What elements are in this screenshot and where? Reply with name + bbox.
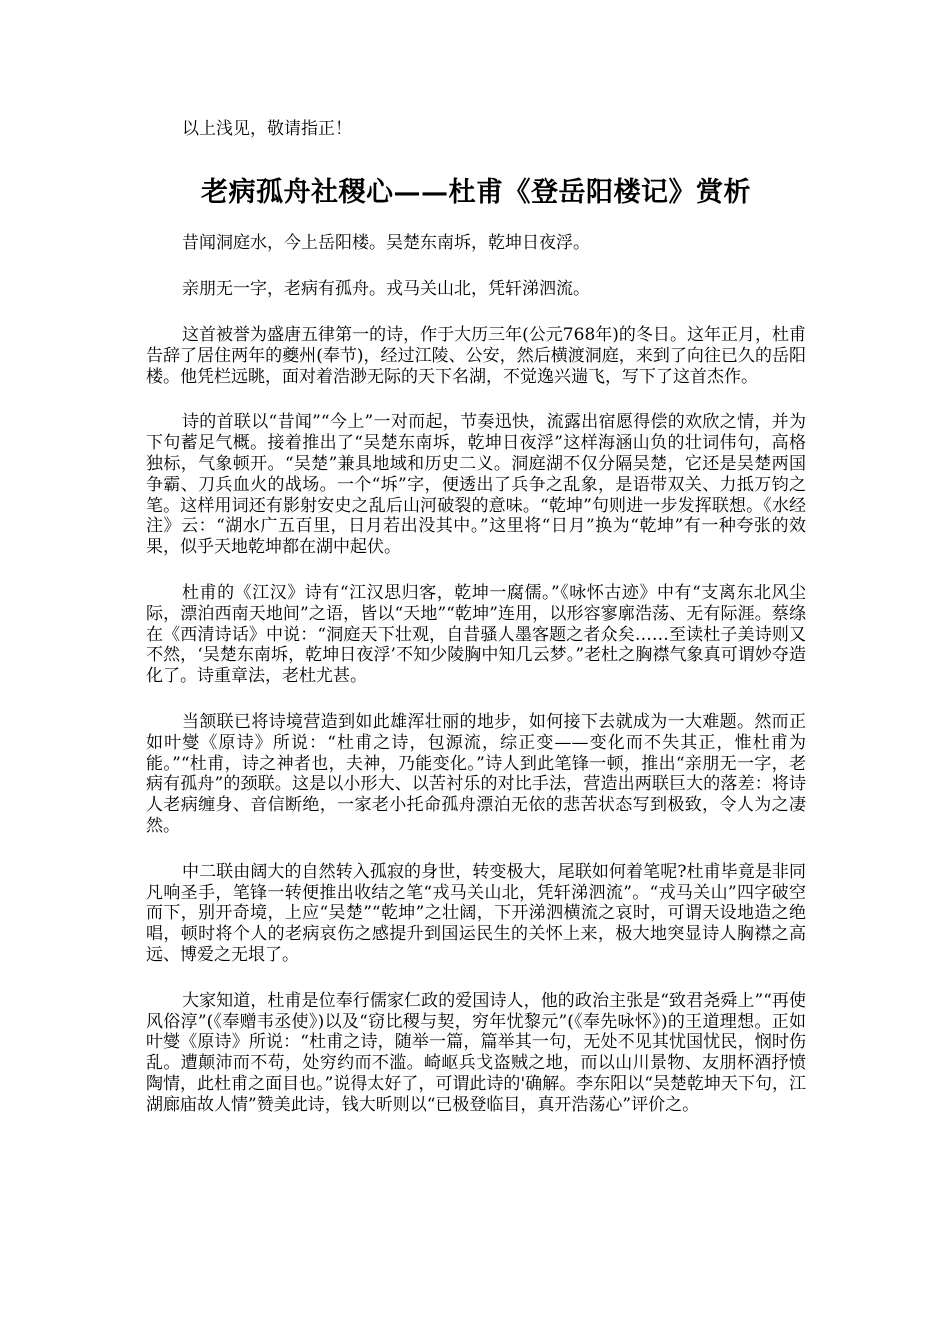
document-page [146,100,806,1116]
article-title: 老病孤舟社稷心——杜甫《登岳阳楼记》赏析 [201,177,751,208]
paragraph-4: 当颔联已将诗境营造到如此雄浑壮丽的地步，如何接下去就成为一大难题。然而正如叶燮《原诗》所说：“杜甫之诗，包源流，综正变——变化而不失其正，惟杜甫为能。”“杜甫，诗之神者也，夫神，乃能变化。”诗人到此笔锋一顿，推出“亲朋无一字，老病有孤舟”的颈联。这是以小形大、以苦衬乐的对比手法，营造出两联巨大的落差：将诗人老病缠身、音信断绝，一家老小托命孤舟漂泊无依的悲苦状态写到极致，令人为之凄然。 [146,711,806,836]
poem-line-1: 昔闻洞庭水，今上岳阳楼。吴楚东南坼，乾坤日夜浮。 [182,233,590,253]
intro-line: 以上浅见，敬请指正！ [182,119,352,139]
paragraph-2: 诗的首联以“昔闻”“今上”一对而起，节奏迅快，流露出宿愿得偿的欢欣之情，并为下句蓄足气概。接着推出了“吴楚东南坼，乾坤日夜浮”这样海涵山负的壮词伟句，高格独标，气象顿开。“吴楚”兼具地域和历史二义。洞庭湖不仅分隔吴楚，它还是吴楚两国争霸、刀兵血火的战场。一个“坼”字，便透出了兵争之乱象，是语带双关、力抵万钧之笔。这样用词还有影射安史之乱后山河破裂的意味。“乾坤”句则进一步发挥联想。《水经注》云：“湖水广五百里，日月若出没其中。”这里将“日月”换为“乾坤”有一种夸张的效果，似乎天地乾坤都在湖中起伏。 [146,412,806,558]
paragraph-6: 大家知道，杜甫是位奉行儒家仁政的爱国诗人，他的政治主张是“致君尧舜上”“再使风俗淳”(《奉赠韦丞使》)以及“窃比稷与契，穷年忧黎元”(《奉先咏怀》)的王道理想。正如叶燮《原诗》所说：“杜甫之诗，随举一篇，篇举其一句，无处不见其忧国忧民，悯时伤乱。遭颠沛而不苟，处穷约而不滥。崎岖兵戈盗贼之地，而以山川景物、友朋杯酒抒愤陶情，此杜甫之面目也。”说得太好了，可谓此诗的'确解。李东阳以“吴楚乾坤天下句，江湖廊庙故人情”赞美此诗，钱大昕则以“已极登临目，真开浩荡心”评价之。 [146,990,806,1115]
paragraph-3: 杜甫的《江汉》诗有“江汉思归客，乾坤一腐儒。”《咏怀古迹》中有“支离东北风尘际，漂泊西南天地间”之语，皆以“天地”“乾坤”连用，以形容寥廓浩荡、无有际涯。蔡绦在《西清诗话》中说：“洞庭天下壮观，自昔骚人墨客题之者众矣……至读杜子美诗则又不然，‘吴楚东南坼，乾坤日夜浮’不知少陵胸中知几云梦。”老杜之胸襟气象真可谓妙夺造化了。诗重章法，老杜尤甚。 [146,582,806,687]
paragraph-1: 这首被誉为盛唐五律第一的诗，作于大历三年(公元768年)的冬日。这年正月，杜甫告辞了居住两年的夔州(奉节)，经过江陵、公安，然后横渡洞庭，来到了向往已久的岳阳楼。他凭栏远眺，面对着浩渺无际的天下名湖，不觉逸兴遄飞，写下了这首杰作。 [146,325,806,387]
paragraph-5: 中二联由阔大的自然转入孤寂的身世，转变极大，尾联如何着笔呢?杜甫毕竟是非同凡响圣手，笔锋一转便推出收结之笔“戎马关山北，凭轩涕泗流”。“戎马关山”四字破空而下，别开奇境，上应“吴楚”“乾坤”之壮阔，下开涕泗横流之哀时，可谓天设地造之绝唱，顿时将个人的老病哀伤之感提升到国运民生的关怀上来，极大地突显诗人胸襟之高远、博爱之无垠了。 [146,861,806,965]
poem-line-2: 亲朋无一字，老病有孤舟。戎马关山北，凭轩涕泗流。 [182,279,590,299]
